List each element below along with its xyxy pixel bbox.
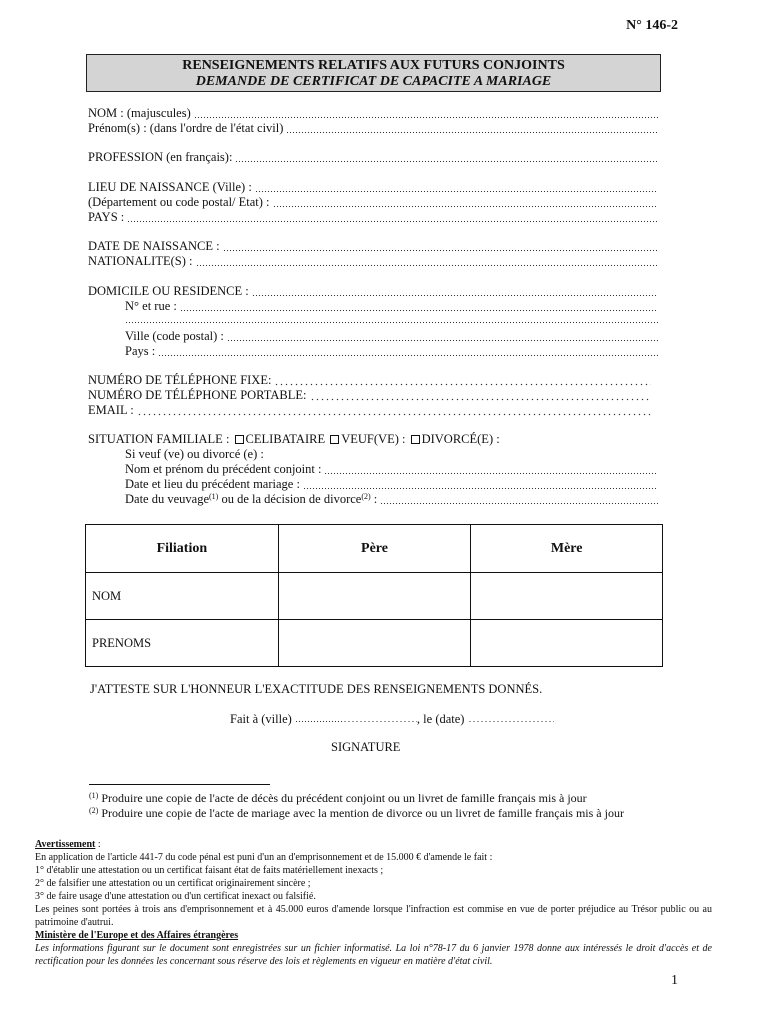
field-pays-label: PAYS : xyxy=(88,210,125,224)
title-box xyxy=(86,54,661,92)
field-ville[interactable] xyxy=(125,329,658,344)
field-pays-domicile[interactable] xyxy=(125,344,658,359)
field-prenoms[interactable] xyxy=(88,121,658,136)
field-prenoms-dots xyxy=(286,124,658,134)
field-nom[interactable] xyxy=(88,106,658,121)
field-tel-fixe[interactable] xyxy=(88,373,651,388)
footnote-2-mark: (2) xyxy=(89,806,99,815)
field-pays[interactable] xyxy=(88,210,658,225)
field-profession-label: PROFESSION (en français): xyxy=(88,150,233,164)
field-date-veuvage-dots xyxy=(380,495,658,505)
si-veuf-label: Si veuf (ve) ou divorcé (e) : xyxy=(125,447,264,461)
warning-line-5: Les peines sont portées à trois ans d'emprisonnement et à 45.000 euros d'amende lorsque l'infraction est commise en vue de porter préjudice au Trésor public ou au patrimoine d'autrui. xyxy=(35,904,712,928)
field-rue-label: N° et rue : xyxy=(125,299,177,313)
field-date-naissance-label: DATE DE NAISSANCE : xyxy=(88,239,220,253)
field-nom-label: NOM : (majuscules) xyxy=(88,106,191,120)
field-pays-dots xyxy=(127,213,658,223)
field-prenoms-label: Prénom(s) : (dans l'ordre de l'état civil) xyxy=(88,121,284,135)
footnote-2-text: Produire une copie de l'acte de mariage avec la mention de divorce ou un livret de famille français mis à jour xyxy=(98,806,624,820)
field-precedent-mariage-label: Date et lieu du précédent mariage : xyxy=(125,477,300,491)
field-tel-portable-dots xyxy=(310,391,652,401)
title-line-1: RENSEIGNEMENTS RELATIFS AUX FUTURS CONJOINTS xyxy=(182,58,565,73)
option-veuf-label: VEUF(VE) : xyxy=(341,432,406,446)
field-domicile[interactable] xyxy=(88,284,658,299)
warning-title-colon: : xyxy=(95,839,101,850)
checkbox-divorce[interactable] xyxy=(411,435,420,444)
field-profession[interactable] xyxy=(88,150,658,165)
checkbox-celibataire[interactable] xyxy=(235,435,244,444)
field-pays-domicile-dots xyxy=(158,347,658,357)
cell-pere-prenoms[interactable] xyxy=(278,620,471,667)
field-rue-dots xyxy=(180,302,658,312)
fait-a-label: Fait à (ville) xyxy=(230,712,292,726)
field-date-veuvage[interactable] xyxy=(125,492,658,507)
footnote-ref-2: (2) xyxy=(361,492,371,501)
field-precedent-mariage[interactable] xyxy=(125,477,658,492)
field-nationalite-dots xyxy=(196,257,659,267)
table-row xyxy=(86,573,663,620)
footnote-2 xyxy=(89,806,624,820)
date-veuvage-text-b: ou de la décision de divorce xyxy=(218,492,362,506)
title-line-2: DEMANDE DE CERTIFICAT DE CAPACITE A MARIAGE xyxy=(195,74,552,89)
field-departement[interactable] xyxy=(88,195,658,210)
checkbox-veuf[interactable] xyxy=(330,435,339,444)
field-precedent-conjoint-label: Nom et prénom du précédent conjoint : xyxy=(125,462,322,476)
field-departement-dots xyxy=(273,198,658,208)
date-veuvage-text-c: : xyxy=(370,492,378,506)
fait-a-dots-2[interactable] xyxy=(343,713,417,723)
field-tel-portable[interactable] xyxy=(88,388,651,403)
field-pays-domicile-label: Pays : xyxy=(125,344,156,358)
table-row xyxy=(86,620,663,667)
cell-mere-nom[interactable] xyxy=(471,573,663,620)
attestation-text: J'ATTESTE SUR L'HONNEUR L'EXACTITUDE DES RENSEIGNEMENTS DONNÉS. xyxy=(90,682,543,696)
cell-mere-prenoms[interactable] xyxy=(471,620,663,667)
field-rue-continued[interactable] xyxy=(125,314,658,326)
warning-heading xyxy=(35,838,712,851)
warning-title: Avertissement xyxy=(35,839,96,850)
situation-label: SITUATION FAMILIALE : xyxy=(88,432,230,446)
field-rue[interactable] xyxy=(125,299,658,314)
row-label-nom: NOM xyxy=(86,573,279,620)
field-precedent-conjoint[interactable] xyxy=(125,462,658,477)
fait-a-dots-1[interactable] xyxy=(295,713,343,723)
warning-line-3: 2° de falsifier une attestation ou un certificat originairement sincère ; xyxy=(35,878,311,889)
option-celibataire-label: CELIBATAIRE xyxy=(245,432,326,446)
field-lieu-naissance-dots xyxy=(255,183,658,193)
ministry-name: Ministère de l'Europe et des Affaires étrangères xyxy=(35,930,239,941)
page-number: 1 xyxy=(671,973,678,988)
filiation-table xyxy=(85,524,663,667)
field-precedent-conjoint-dots xyxy=(324,465,658,475)
row-label-prenoms: PRENOMS xyxy=(86,620,279,667)
field-date-naissance-dots xyxy=(223,242,658,252)
field-ville-label: Ville (code postal) : xyxy=(125,329,224,343)
footnote-1 xyxy=(89,791,587,805)
warning-line-1: En application de l'article 441-7 du code pénal est puni d'un an d'emprisonnement et de 15.000 € d'amende le fait : xyxy=(35,852,493,863)
field-tel-fixe-label: NUMÉRO DE TÉLÉPHONE FIXE: xyxy=(88,373,272,387)
field-email[interactable] xyxy=(88,403,651,418)
field-nationalite-label: NATIONALITE(S) : xyxy=(88,254,193,268)
field-domicile-dots xyxy=(252,287,658,297)
field-date-veuvage-label xyxy=(125,492,377,507)
filiation-header: Filiation xyxy=(86,525,279,573)
field-nom-dots xyxy=(194,109,658,119)
field-date-naissance[interactable] xyxy=(88,239,658,254)
warning-line-4: 3° de faire usage d'une attestation ou d'un certificat inexact ou falsifié. xyxy=(35,891,316,902)
le-date-label: , le (date) xyxy=(416,712,465,726)
field-domicile-label: DOMICILE OU RESIDENCE : xyxy=(88,284,249,298)
field-precedent-mariage-dots xyxy=(303,480,658,490)
data-protection-notice: Les informations figurant sur le document sont enregistrées sur un fichier informatisé. La loi n°78-17 du 6 janvier 1978 donne aux intéressés le droit d'accès et de rectification pour les données les concernant sous réserve des lois et règlements en vigueur en matière d'état civil. xyxy=(35,943,712,967)
field-lieu-naissance[interactable] xyxy=(88,180,658,195)
warning-line-2: 1° d'établir une attestation ou un certificat faisant état de faits matériellement inexacts ; xyxy=(35,865,384,876)
form-number: N° 146-2 xyxy=(626,18,678,33)
signature-label: SIGNATURE xyxy=(331,740,401,754)
mere-header: Mère xyxy=(471,525,663,573)
footnote-1-text: Produire une copie de l'acte de décès du précédent conjoint ou un livret de famille français mis à jour xyxy=(98,791,587,805)
footnote-ref-1: (1) xyxy=(209,492,219,501)
option-divorce-label: DIVORCÉ(E) : xyxy=(421,432,500,446)
field-ville-dots xyxy=(227,332,658,342)
date-dots[interactable] xyxy=(468,713,554,723)
footnote-1-mark: (1) xyxy=(89,791,99,800)
date-veuvage-text-a: Date du veuvage xyxy=(125,492,209,506)
filiation-header-row xyxy=(86,525,663,573)
field-profession-dots xyxy=(235,153,658,163)
field-tel-fixe-dots xyxy=(274,376,651,386)
cell-pere-nom[interactable] xyxy=(278,573,471,620)
pere-header: Père xyxy=(278,525,471,573)
field-tel-portable-label: NUMÉRO DE TÉLÉPHONE PORTABLE: xyxy=(88,388,307,402)
field-email-dots xyxy=(137,406,651,416)
fait-a-line xyxy=(230,712,554,727)
field-nationalite[interactable] xyxy=(88,254,658,269)
situation-familiale xyxy=(88,432,500,447)
field-rue-continued-dots xyxy=(125,314,658,324)
field-departement-label: (Département ou code postal/ Etat) : xyxy=(88,195,270,209)
field-email-label: EMAIL : xyxy=(88,403,134,417)
field-lieu-naissance-label: LIEU DE NAISSANCE (Ville) : xyxy=(88,180,252,194)
footnote-divider xyxy=(89,784,270,785)
